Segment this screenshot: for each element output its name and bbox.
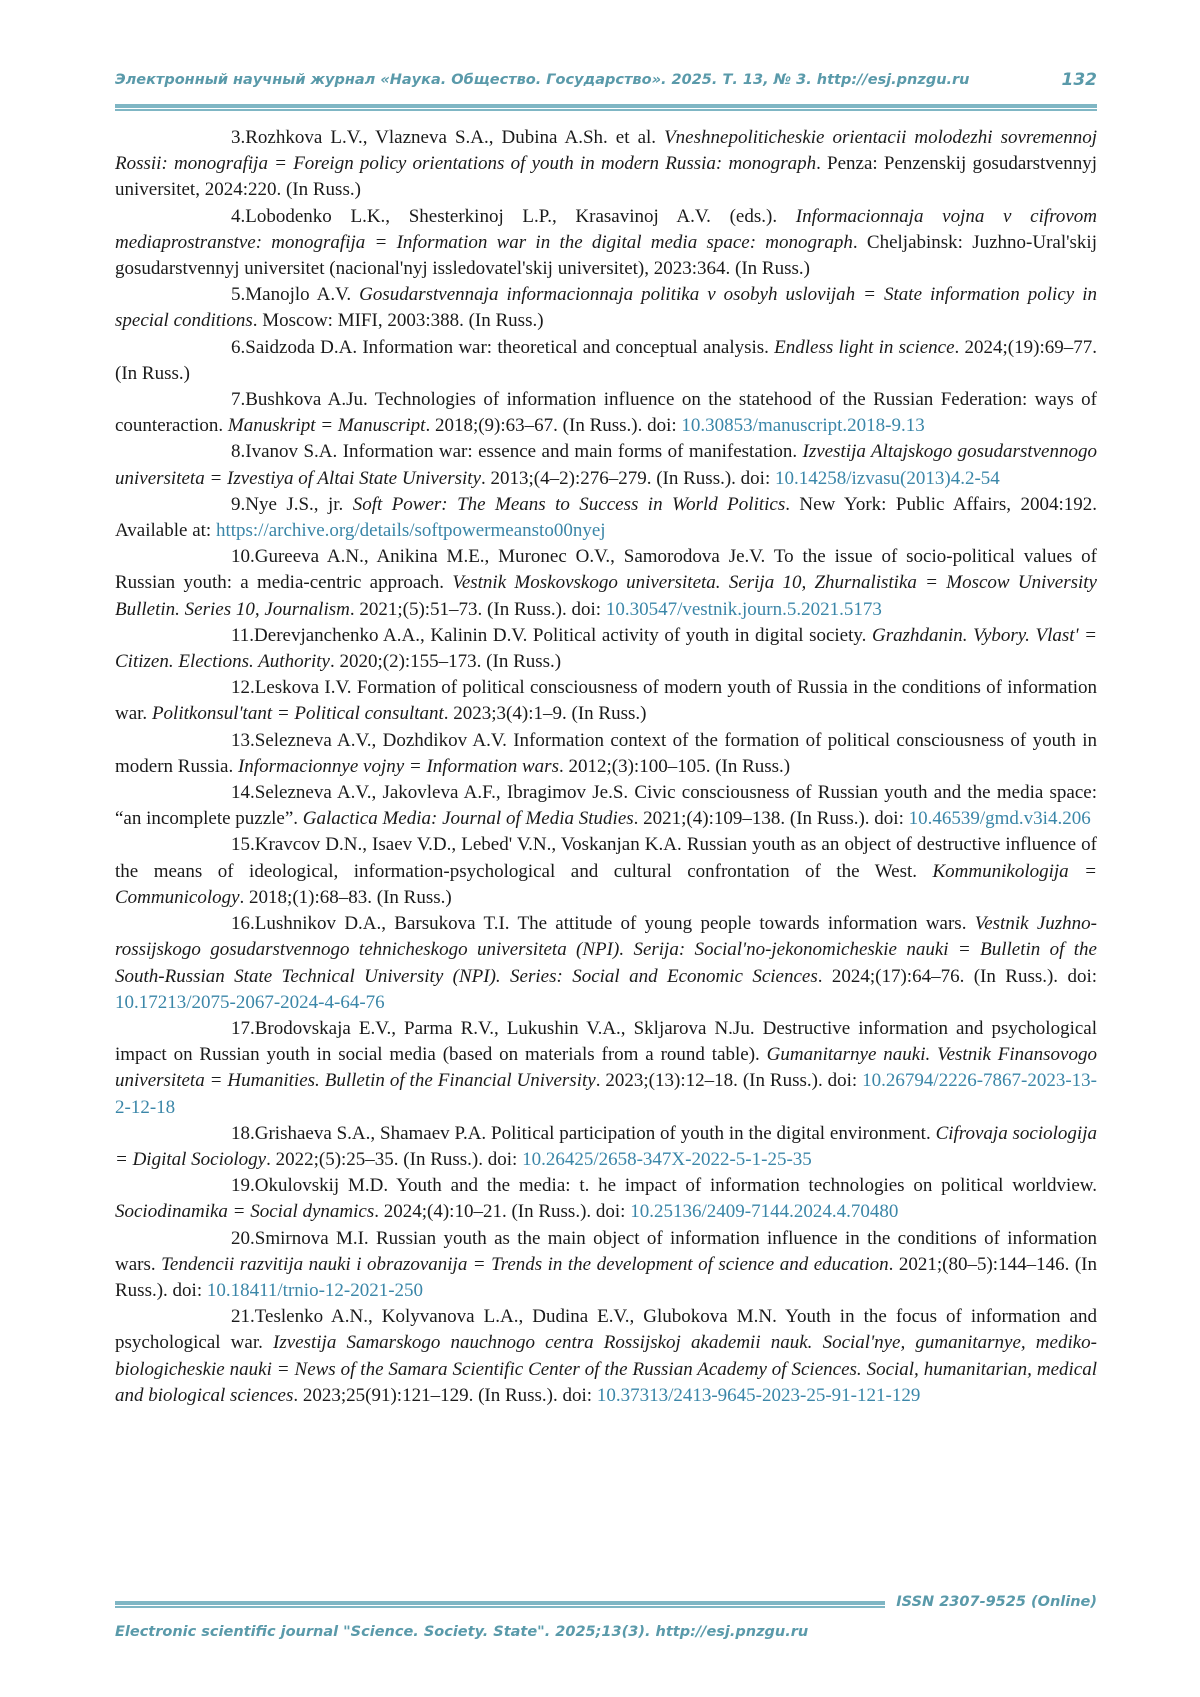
- reference-source-title: Tendencii razvitija nauki i obrazovanija = Trends in the development of science and education: [161, 1253, 889, 1275]
- reference-doi-link[interactable]: https://archive.org/details/softpowermeansto00nyej: [215, 520, 606, 542]
- reference-doi-link[interactable]: 10.25136/2409-7144.2024.4.70480: [630, 1201, 899, 1223]
- reference-source-title: Vestnik Moskovskogo universiteta. Serija 10, Zhurnalistika = Moscow University Bulletin. Series 10, Journalism: [115, 572, 1097, 620]
- page-number: 132: [1061, 70, 1097, 90]
- reference-text: Lobodenko L.K., Shesterkinoj L.P., Krasavinoj A.V. (eds.).: [245, 205, 796, 227]
- reference-item: [115, 675, 1097, 727]
- reference-source-title: Vestnik Juzhno-rossijskogo gosudarstvennogo tehnicheskogo universiteta (NPI). Serija: Social'no-jekonomicheskie nauki = Bulletin of the South-Russian State Technical University (NPI). Series: Social and Economic Sciences: [115, 913, 1097, 987]
- reference-doi-link[interactable]: 10.26794/2226-7867-2023-13-2-12-18: [115, 1070, 1098, 1118]
- reference-text: . 2024;(17):64–76. (In Russ.). doi:: [817, 965, 1097, 987]
- reference-number: 14.: [231, 782, 255, 804]
- reference-number: 19.: [231, 1175, 255, 1197]
- reference-number: 15.: [231, 834, 255, 856]
- reference-item: [115, 1016, 1097, 1121]
- reference-text: Leskova I.V. Formation of political consciousness of modern youth of Russia in the conditions of information war.: [115, 677, 1097, 725]
- reference-text: Smirnova M.I. Russian youth as the main object of information influence in the conditions of information wars.: [115, 1227, 1097, 1275]
- header-rule: [115, 104, 1097, 111]
- reference-number: 8.: [231, 441, 246, 463]
- reference-text: . 2021;(4):109–138. (In Russ.). doi:: [633, 808, 909, 830]
- reference-item: [115, 832, 1097, 911]
- header-rule-thin: [115, 109, 1097, 111]
- reference-item: [115, 492, 1097, 544]
- reference-number: 12.: [231, 677, 255, 699]
- reference-text: Kravcov D.N., Isaev V.D., Lebed' V.N., Voskanjan K.A. Russian youth as an object of destructive influence of the means of ideological, information-psychological and cultural confrontation of the West.: [115, 834, 1097, 882]
- reference-item: [115, 125, 1097, 204]
- reference-text: . 2012;(3):100–105. (In Russ.): [558, 755, 791, 777]
- reference-item: [115, 728, 1097, 780]
- running-header: [115, 72, 1097, 96]
- reference-source-title: Vneshnepoliticheskie orientacii molodezhi sovremennoj Rossii: monografija = Foreign policy orientations of youth in modern Russia: monograph: [115, 127, 1097, 175]
- reference-text: . 2023;3(4):1–9. (In Russ.): [443, 703, 647, 725]
- reference-number: 20.: [231, 1227, 255, 1249]
- reference-item: [115, 911, 1097, 1016]
- reference-doi-link[interactable]: 10.37313/2413-9645-2023-25-91-121-129: [596, 1384, 921, 1406]
- reference-text: . 2020;(2):155–173. (In Russ.): [329, 651, 562, 673]
- reference-source-title: Izvestija Samarskogo nauchnogo centra Rossijskoj akademii nauk. Social'nye, gumanitarnye, mediko-biologicheskie nauki = News of the Samara Scientific Center of the Russian Academy of Sciences. Social, humanitarian, medical and biological sciences: [115, 1332, 1097, 1406]
- reference-source-title: Galactica Media: Journal of Media Studies: [302, 808, 634, 830]
- reference-doi-link[interactable]: 10.30853/manuscript.2018-9.13: [681, 415, 925, 437]
- reference-source-title: Grazhdanin. Vybory. Vlast' = Citizen. Elections. Authority: [115, 624, 1097, 673]
- header-journal-line: Электронный научный журнал «Наука. Общество. Государство». 2025. Т. 13, № 3. http://esj.pnzgu.ru: [115, 72, 970, 88]
- reference-source-title: Gumanitarnye nauki. Vestnik Finansovogo universiteta = Humanities. Bulletin of the Financial University: [115, 1044, 1097, 1092]
- reference-doi-link[interactable]: 10.18411/trnio-12-2021-250: [206, 1279, 424, 1301]
- footer-rule: [115, 1601, 885, 1607]
- footer-rule-thin: [115, 1606, 885, 1608]
- reference-source-title: Kommunikologija = Communicology: [115, 860, 1097, 908]
- reference-item: [115, 623, 1097, 675]
- reference-source-title: Gosudarstvennaja informacionnaja politika v osobyh uslovijah = State information policy in special conditions: [115, 284, 1097, 332]
- reference-text: Ivanov S.A. Information war: essence and main forms of manifestation.: [245, 441, 803, 463]
- reference-text: . Cheljabinsk: Juzhno-Ural'skij gosudarstvennyj universitet (nacional'nyj issledovatel'skij universitet), 2023:364. (In Russ.): [115, 231, 1097, 280]
- reference-number: 4.: [231, 205, 246, 227]
- reference-text: Selezneva A.V., Dozhdikov A.V. Information context of the formation of political consciousness of youth in modern Russia.: [115, 729, 1097, 777]
- reference-item: [115, 1226, 1097, 1305]
- reference-number: 11.: [231, 624, 255, 646]
- reference-text: Bushkova A.Ju. Technologies of information influence on the statehood of the Russian Federation: ways of counteraction.: [115, 389, 1097, 437]
- reference-item: [115, 780, 1097, 832]
- reference-list: [115, 125, 1097, 1409]
- reference-number: 18.: [231, 1122, 255, 1144]
- reference-text: Selezneva A.V., Jakovleva A.F., Ibragimov Je.S. Civic consciousness of Russian youth and the media space: “an incomplete puzzle”.: [115, 782, 1097, 830]
- reference-text: Lushnikov D.A., Barsukova T.I. The attitude of young people towards information wars.: [254, 913, 975, 935]
- reference-item: [115, 1121, 1097, 1173]
- reference-number: 6.: [231, 336, 246, 358]
- reference-item: [115, 1173, 1097, 1225]
- footer-rule-thick: [115, 1601, 885, 1605]
- reference-text: . 2021;(5):51–73. (In Russ.). doi:: [349, 598, 606, 620]
- reference-doi-link[interactable]: 10.17213/2075-2067-2024-4-64-76: [115, 991, 385, 1013]
- reference-source-title: Izvestija Altajskogo gosudarstvennogo universiteta = Izvestiya of Altai State University: [115, 441, 1097, 489]
- reference-number: 13.: [231, 729, 255, 751]
- reference-text: Okulovskij M.D. Youth and the media: t. he impact of information technologies on political worldview.: [254, 1175, 1097, 1197]
- reference-text: . 2023;25(91):121–129. (In Russ.). doi:: [293, 1384, 597, 1406]
- reference-number: 5.: [231, 284, 246, 306]
- reference-text: . 2018;(1):68–83. (In Russ.): [239, 886, 452, 908]
- reference-text: . 2018;(9):63–67. (In Russ.). doi:: [425, 415, 682, 437]
- footer-journal-line: Electronic scientific journal "Science. Society. State". 2025;13(3). http://esj.pnzgu.ru: [115, 1624, 809, 1640]
- reference-text: Manojlo A.V.: [245, 284, 360, 306]
- header-rule-thick: [115, 104, 1097, 108]
- reference-text: . 2021;(80–5):144–146. (In Russ.). doi:: [115, 1253, 1097, 1301]
- reference-item: [115, 335, 1097, 387]
- reference-source-title: Informacionnye vojny = Information wars: [237, 755, 559, 777]
- reference-text: . New York: Public Affairs, 2004:192. Available at:: [115, 493, 1097, 542]
- reference-source-title: Sociodinamika = Social dynamics: [115, 1201, 375, 1223]
- reference-item: [115, 439, 1097, 491]
- reference-text: . 2023;(13):12–18. (In Russ.). doi:: [595, 1070, 863, 1092]
- reference-source-title: Soft Power: The Means to Success in World Politics: [352, 493, 786, 515]
- reference-text: Nye J.S., jr.: [245, 493, 353, 515]
- reference-text: Gureeva A.N., Anikina M.E., Muronec O.V., Samorodova Je.V. To the issue of socio-political values of Russian youth: a media-centric approach.: [115, 546, 1097, 594]
- reference-text: . 2024;(19):69–77. (In Russ.): [115, 336, 1097, 384]
- reference-number: 10.: [231, 546, 255, 568]
- reference-doi-link[interactable]: 10.30547/vestnik.journ.5.2021.5173: [605, 598, 882, 620]
- reference-number: 17.: [231, 1017, 255, 1039]
- reference-text: . 2013;(4–2):276–279. (In Russ.). doi:: [481, 467, 775, 489]
- reference-doi-link[interactable]: 10.46539/gmd.v3i4.206: [908, 808, 1091, 830]
- reference-text: Grishaeva S.A., Shamaev P.A. Political participation of youth in the digital environment.: [254, 1122, 936, 1144]
- reference-source-title: Politkonsul'tant = Political consultant: [151, 703, 444, 725]
- reference-source-title: Cifrovaja sociologija = Digital Sociology: [115, 1122, 1097, 1170]
- reference-number: 16.: [231, 913, 255, 935]
- reference-source-title: Manuskript = Manuscript: [227, 415, 426, 437]
- reference-number: 7.: [231, 389, 246, 411]
- reference-number: 3.: [231, 127, 246, 148]
- reference-text: . 2022;(5):25–35. (In Russ.). doi:: [266, 1148, 523, 1170]
- reference-text: Derevjanchenko A.A., Kalinin D.V. Political activity of youth in digital society.: [254, 624, 872, 646]
- reference-source-title: Informacionnaja vojna v cifrovom mediaprostranstve: monografija = Information war in the digital media space: monograph: [115, 205, 1097, 253]
- reference-text: . 2024;(4):10–21. (In Russ.). doi:: [374, 1201, 631, 1223]
- reference-item: [115, 387, 1097, 439]
- reference-number: 9.: [231, 493, 246, 515]
- reference-text: Rozhkova L.V., Vlazneva S.A., Dubina A.Sh. et al.: [245, 127, 665, 148]
- reference-source-title: Endless light in science: [774, 336, 955, 358]
- reference-doi-link[interactable]: 10.14258/izvasu(2013)4.2-54: [774, 467, 1000, 489]
- reference-item: [115, 544, 1097, 623]
- reference-text: Brodovskaja E.V., Parma R.V., Lukushin V.A., Skljarova N.Ju. Destructive information and psychological impact on Russian youth in social media (based on materials from a round table).: [115, 1017, 1097, 1066]
- reference-text: Saidzoda D.A. Information war: theoretical and conceptual analysis.: [245, 336, 775, 358]
- reference-number: 21.: [231, 1306, 255, 1328]
- reference-item: [115, 282, 1097, 334]
- reference-item: [115, 1304, 1097, 1409]
- reference-text: . Moscow: MIFI, 2003:388. (In Russ.): [252, 310, 544, 332]
- issn-label: ISSN 2307-9525 (Online): [896, 1594, 1097, 1610]
- reference-doi-link[interactable]: 10.26425/2658-347X-2022-5-1-25-35: [522, 1148, 812, 1170]
- reference-text: . Penza: Penzenskij gosudarstvennyj universitet, 2024:220. (In Russ.): [115, 153, 1097, 201]
- reference-item: [115, 204, 1097, 283]
- reference-text: Teslenko A.N., Kolyvanova L.A., Dudina E.V., Glubokova M.N. Youth in the focus of information and psychological war.: [115, 1306, 1097, 1354]
